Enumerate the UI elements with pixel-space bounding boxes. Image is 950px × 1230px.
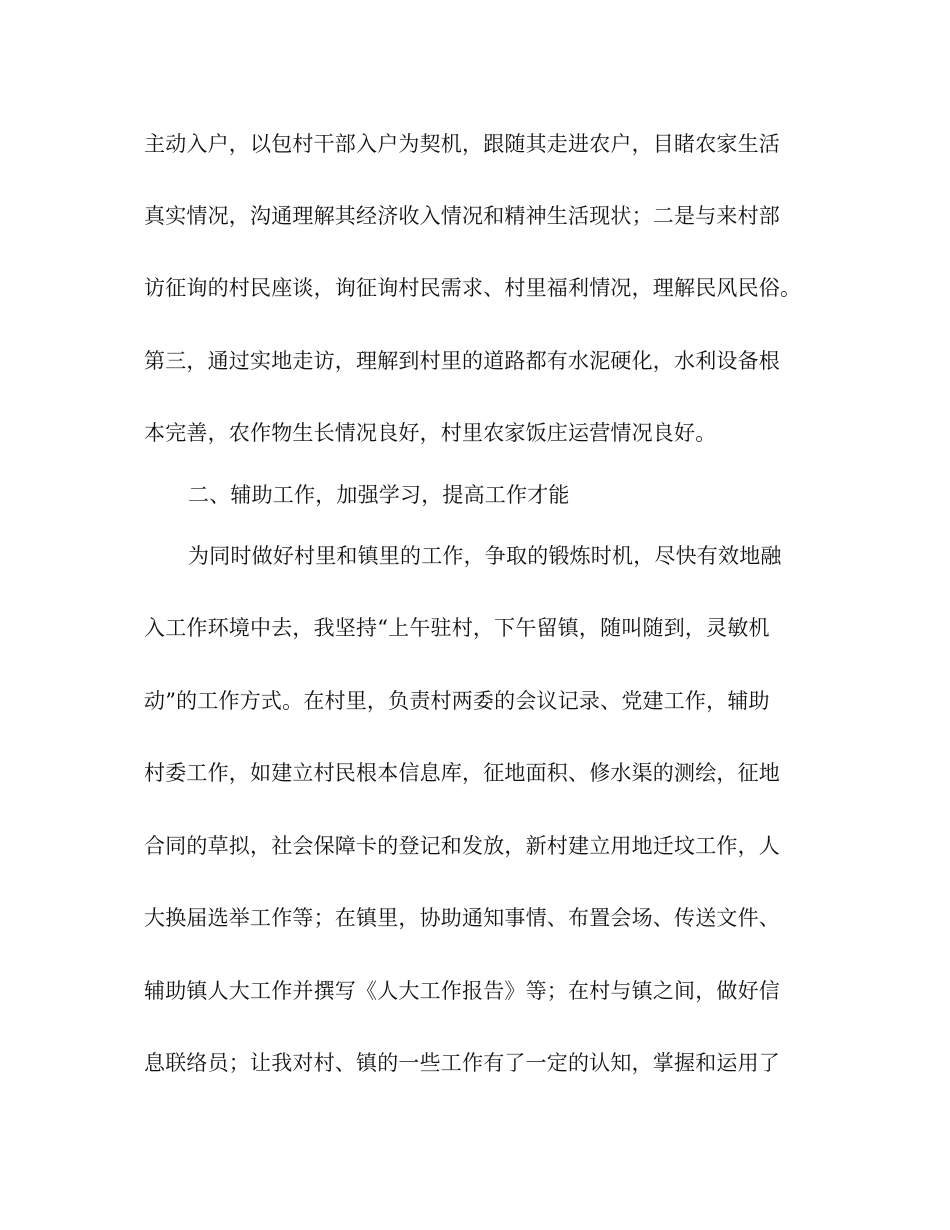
paragraph-line: 合同的草拟，社会保障卡的登记和发放，新村建立用地迁坟工作，人	[144, 834, 780, 858]
paragraph-line: 辅助镇人大工作并撰写《人大工作报告》等；在村与镇之间，做好信	[144, 979, 780, 1003]
paragraph-line: 息联络员；让我对村、镇的一些工作有了一定的认知，掌握和运用了	[144, 1051, 780, 1075]
paragraph-line: 动”的工作方式。在村里，负责村两委的会议记录、党建工作，辅助	[144, 689, 770, 713]
paragraph-line: 真实情况，沟通理解其经济收入情况和精神生活现状；二是与来村部	[144, 204, 780, 228]
section-heading: 二、辅助工作，加强学习，提高工作才能	[188, 483, 570, 507]
paragraph-line: 访征询的村民座谈，询征询村民需求、村里福利情况，理解民风民俗。	[144, 276, 802, 300]
paragraph-line: 第三，通过实地走访，理解到村里的道路都有水泥硬化，水利设备根	[144, 349, 780, 373]
paragraph-line: 主动入户，以包村干部入户为契机，跟随其走进农户，目睹农家生活	[144, 132, 780, 156]
paragraph-line: 入工作环境中去，我坚持“上午驻村，下午留镇，随叫随到，灵敏机	[144, 616, 770, 640]
paragraph-line: 村委工作，如建立村民根本信息库，征地面积、修水渠的测绘，征地	[144, 761, 780, 785]
paragraph-line: 为同时做好村里和镇里的工作，争取的锻炼时机，尽快有效地融	[188, 544, 782, 568]
paragraph-line: 本完善，农作物生长情况良好，村里农家饭庄运营情况良好。	[144, 421, 717, 445]
paragraph-line: 大换届选举工作等；在镇里，协助通知事情、布置会场、传送文件、	[144, 906, 780, 930]
